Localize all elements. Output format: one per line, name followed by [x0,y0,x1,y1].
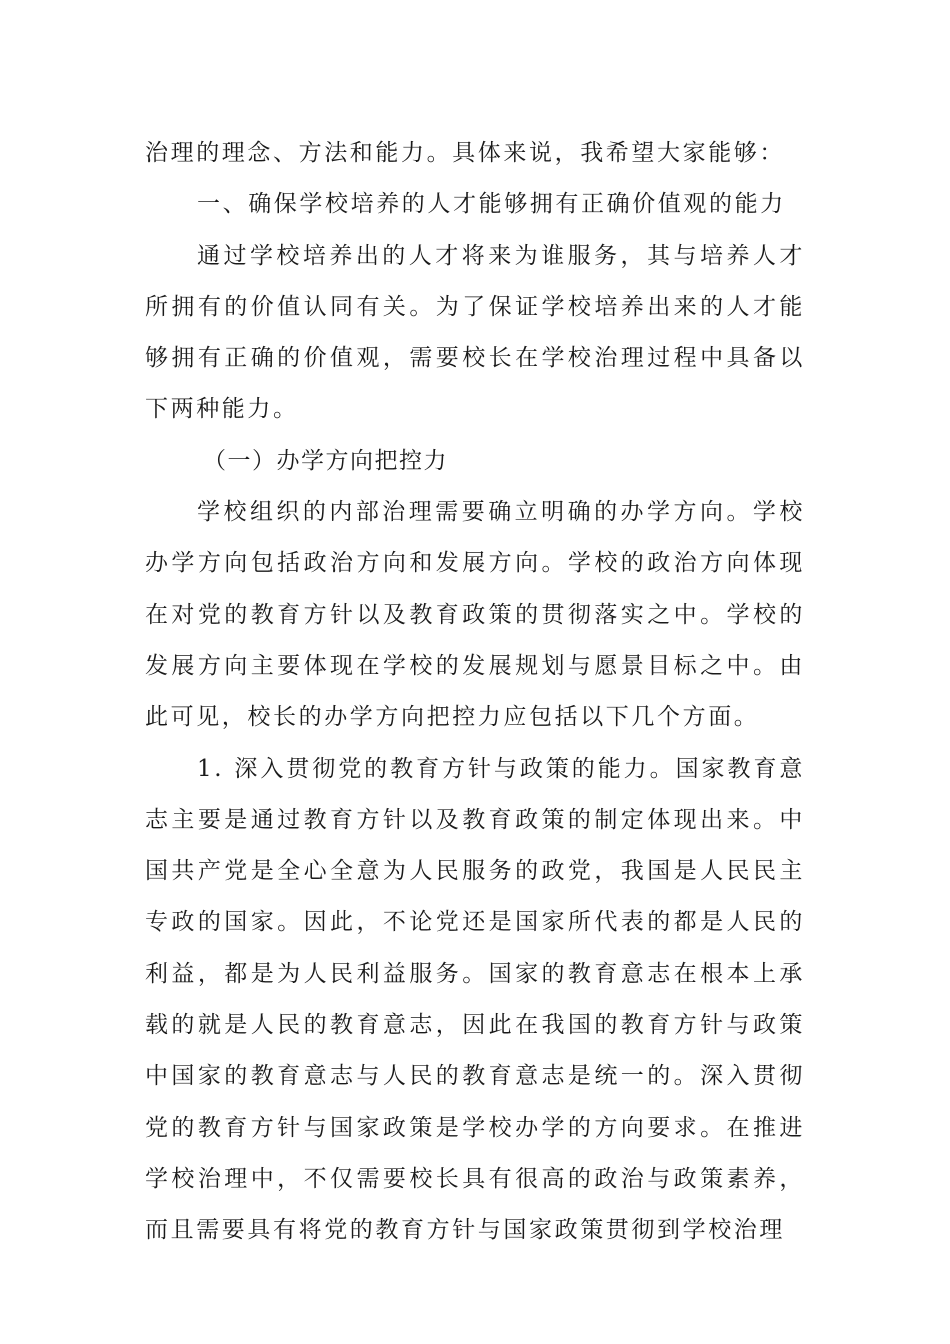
subsection-heading: （一）办学方向把控力 [203,447,448,474]
body-paragraph: 1. 深入贯彻党的教育方针与政策的能力。国家教育意志主要是通过教育方针以及教育政策的制定体现出来。中国共产党是全心全意为人民服务的政党，我国是人民民主专政的国家。因此，不论党还是国家所代表的都是人民的利益，都是为人民利益服务。国家的教育意志在根本上承载的就是人民的教育意志，因此在我国的教育方针与政策中国家的教育意志与人民的教育意志是统一的。深入贯彻党的教育方针与国家政策是学校办学的方向要求。在推进学校治理中，不仅需要校长具有很高的政治与政策素养，而且需要具有将党的教育方针与国家政策贯彻到学校治理 [145,755,805,1244]
body-paragraph: 通过学校培养出的人才将来为谁服务，其与培养人才所拥有的价值认同有关。为了保证学校培养出来的人才能够拥有正确的价值观，需要校长在学校治理过程中具备以下两种能力。 [145,242,805,423]
body-paragraph: 学校组织的内部治理需要确立明确的办学方向。学校办学方向包括政治方向和发展方向。学校的政治方向体现在对党的教育方针以及教育政策的贯彻落实之中。学校的发展方向主要体现在学校的发展规划与愿景目标之中。由此可见，校长的办学方向把控力应包括以下几个方面。 [145,499,805,731]
document-body [145,128,805,1257]
continuation-paragraph: 治理的理念、方法和能力。具体来说，我希望大家能够： [145,140,785,166]
section-heading: 一、确保学校培养的人才能够拥有正确价值观的能力 [197,191,786,218]
